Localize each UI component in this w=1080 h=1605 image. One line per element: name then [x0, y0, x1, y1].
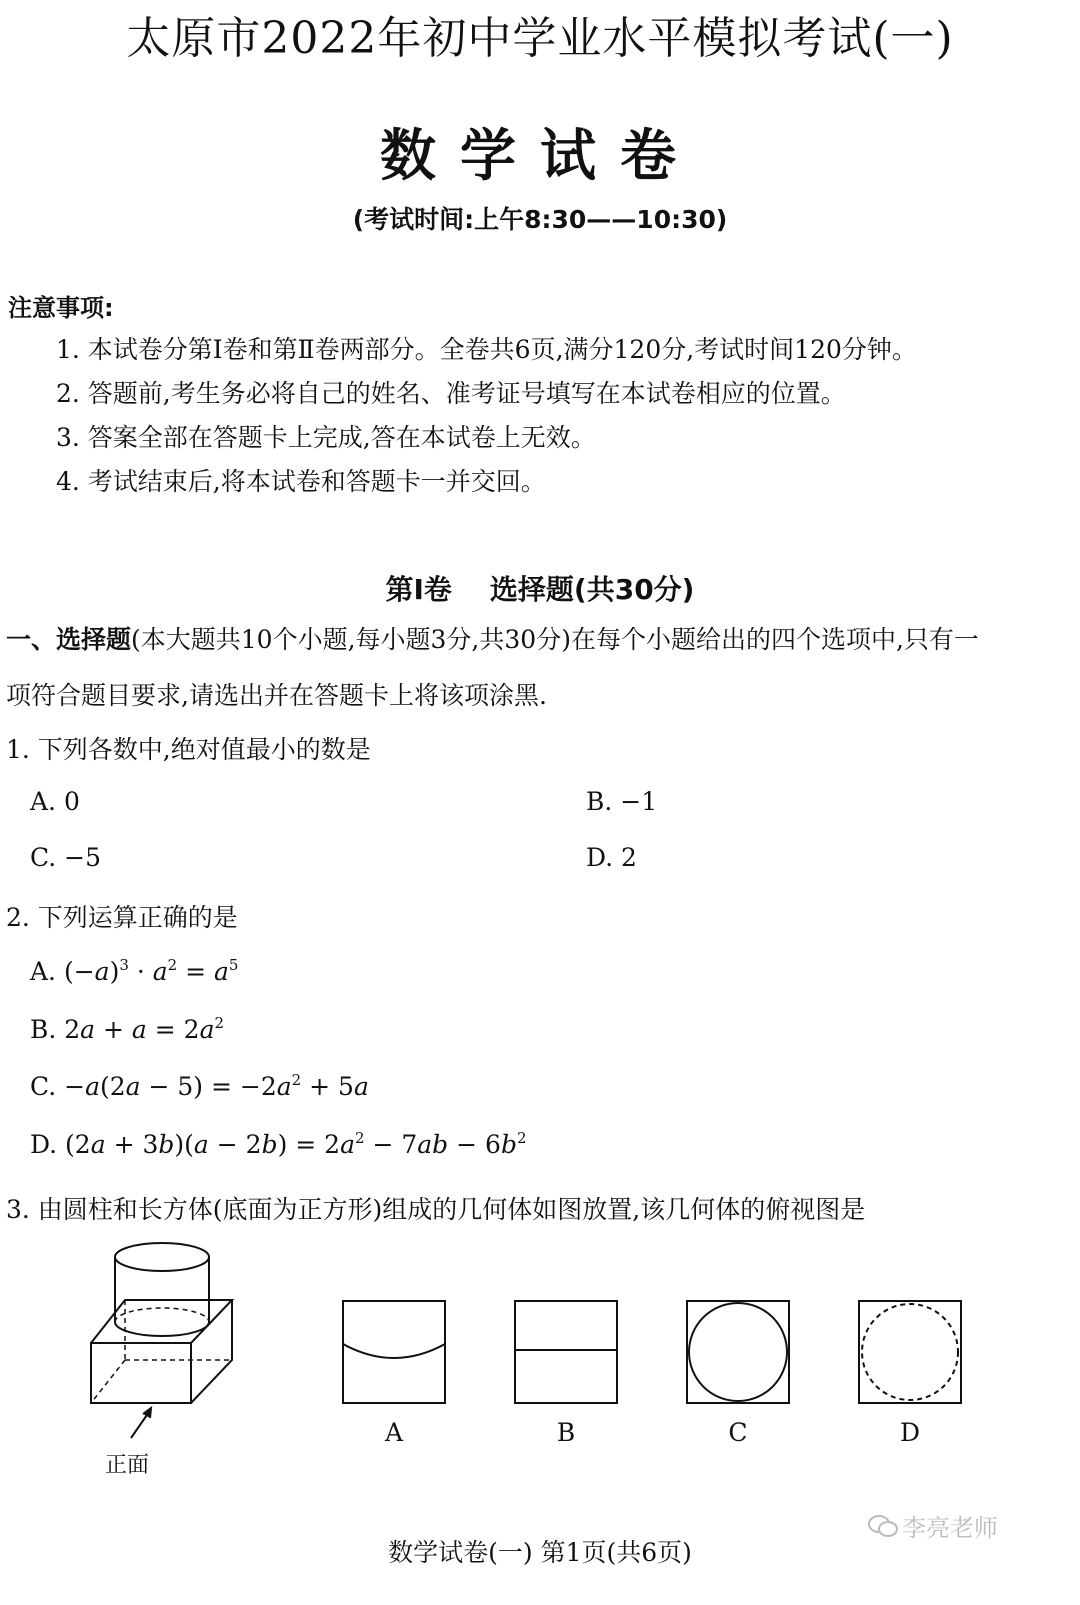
choice-d-figure [858, 1300, 962, 1404]
part1-title: 选择题(共30分) [489, 573, 695, 606]
q2-option-d: D. $(2a + 3b)(a - 2b) = 2a^2 - 7ab - 6b^2$ [30, 1129, 527, 1159]
watermark-text: 李亮老师 [902, 1514, 998, 1542]
notice-heading: 注意事项: [8, 294, 114, 322]
front-arrow [131, 1412, 149, 1438]
choice-a-figure [342, 1300, 446, 1404]
part1-heading [0, 568, 1080, 608]
section1-heading: 一、选择题 [6, 625, 132, 654]
choice-d-label: D [899, 1418, 921, 1447]
q1-option-c: C. −5 [30, 843, 101, 872]
q2-option-b: B. $2a + a = 2a^2$ [30, 1014, 225, 1044]
cylinder-bottom-front [115, 1322, 209, 1336]
page-footer: 数学试卷(一) 第1页(共6页) [388, 1538, 692, 1567]
q3-stem: 3. 由圆柱和长方体(底面为正方形)组成的几何体如图放置,该几何体的俯视图是 [6, 1195, 866, 1224]
q1-option-d: D. 2 [586, 843, 637, 872]
choice-c-figure [686, 1300, 790, 1404]
q1-option-b: B. −1 [586, 787, 658, 816]
choice-b-label: B [556, 1418, 576, 1447]
part1-label: 第Ⅰ卷 [385, 573, 452, 606]
q2-option-a: A. $(-a)^3 \cdot a^2 = a^5$ [30, 956, 239, 986]
choice-a-label: A [384, 1418, 404, 1447]
q1-stem: 1. 下列各数中,绝对值最小的数是 [6, 735, 371, 764]
solid-figure [85, 1240, 255, 1445]
box-front-face [91, 1343, 191, 1403]
subject-title: 数学试卷 [380, 124, 700, 189]
choice-b-figure [514, 1300, 618, 1404]
q2-stem: 2. 下列运算正确的是 [6, 903, 238, 932]
box-right-face [191, 1300, 232, 1403]
q2-option-c: C. $-a(2a - 5) = -2a^2 + 5a$ [30, 1071, 369, 1101]
section1-line1 [6, 620, 979, 656]
exam-time: (考试时间:上午8:30——10:30) [352, 205, 728, 234]
notice-item: 2. 答题前,考生务必将自己的姓名、准考证号填写在本试卷相应的位置。 [56, 379, 846, 408]
notice-item: 3. 答案全部在答题卡上完成,答在本试卷上无效。 [56, 423, 596, 452]
notice-item: 4. 考试结束后,将本试卷和答题卡一并交回。 [56, 467, 546, 496]
cylinder-top [115, 1243, 209, 1271]
section1-line2: 项符合题目要求,请选出并在答题卡上将该项涂黑. [6, 681, 547, 710]
section1-desc: (本大题共10个小题,每小题3分,共30分)在每个小题给出的四个选项中,只有一 [131, 625, 979, 654]
notice-item: 1. 本试卷分第Ⅰ卷和第Ⅱ卷两部分。全卷共6页,满分120分,考试时间120分钟。 [56, 335, 917, 364]
front-label: 正面 [105, 1453, 150, 1478]
exam-title: 太原市2022年初中学业水平模拟考试(一) [126, 13, 954, 64]
cylinder-bottom-back [115, 1308, 209, 1322]
choice-c-label: C [728, 1418, 748, 1447]
q1-option-a: A. 0 [30, 787, 80, 816]
